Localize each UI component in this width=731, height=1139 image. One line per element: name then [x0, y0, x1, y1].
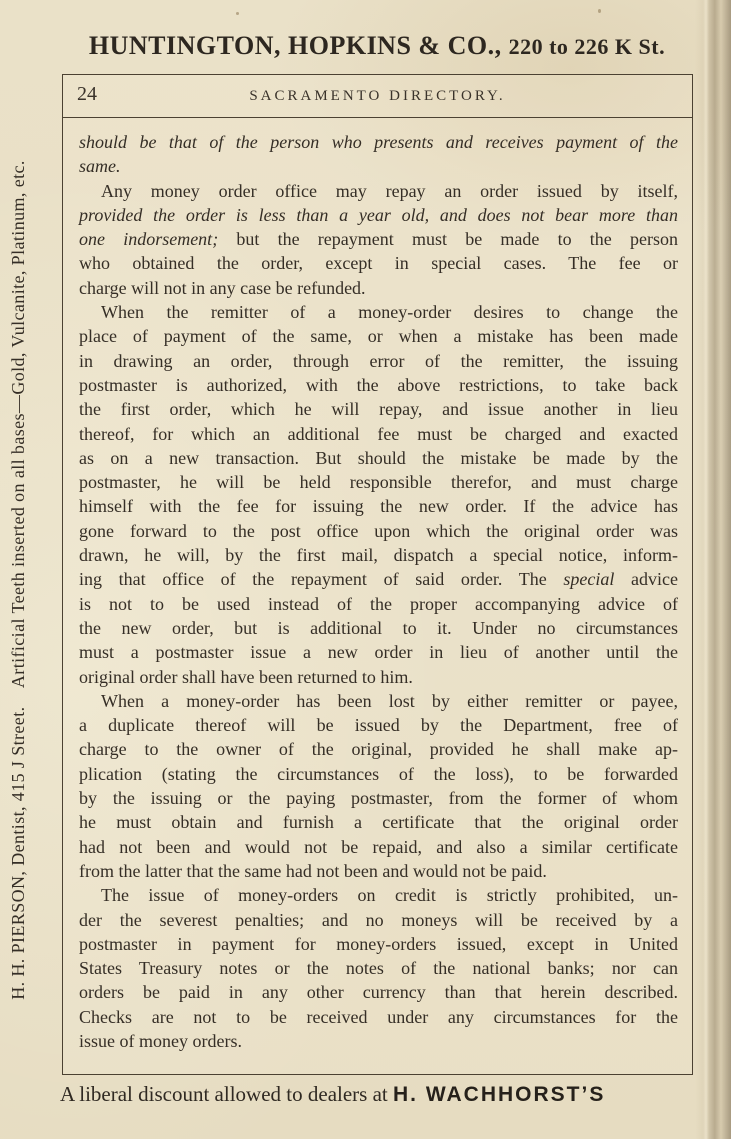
body-text-italic: provided the order is less than a year old, and does not bear more than [79, 204, 678, 225]
body-paragraph [79, 130, 678, 179]
page-edge-highlight [703, 0, 709, 1139]
body-line [79, 883, 678, 907]
body-line [79, 592, 678, 616]
body-line [79, 227, 678, 251]
body-text: must a postmaster issue a new order in lieu of another until the [79, 642, 678, 663]
body-text: in drawing an order, through error of the remitter, the issuing [79, 350, 678, 371]
page-title: SACRAMENTO DIRECTORY. [249, 88, 506, 104]
top-ad-address: 220 to 226 K St. [508, 34, 666, 59]
body-line [79, 203, 678, 227]
body-text: der the severest penalties; and no moneys will be received by a [79, 909, 678, 930]
body-line [79, 470, 678, 494]
body-line [79, 640, 678, 664]
body-text: thereof, for which an additional fee must be charged and exacted [79, 423, 678, 444]
body-text: charge will not in any case be refunded. [79, 277, 366, 298]
body-line [79, 835, 678, 859]
side-ad-vertical [8, 86, 34, 1074]
bottom-ad-dealer-name: H. WACHHORST’S [393, 1083, 606, 1106]
body-line [79, 762, 678, 786]
body-line [79, 665, 678, 689]
page-edge-shadow [695, 0, 731, 1139]
body-line [79, 810, 678, 834]
body-line [79, 1005, 678, 1029]
body-line [79, 494, 678, 518]
body-text: postmaster, he will be held responsible therefor, and must charge [79, 472, 678, 493]
body-line [79, 373, 678, 397]
paper-speck [236, 12, 239, 15]
body-line [79, 908, 678, 932]
body-line [79, 859, 678, 883]
body-text: the first order, which he will repay, and issue another in lieu [79, 399, 678, 420]
bottom-ad-text: A liberal discount allowed to dealers at [60, 1082, 393, 1106]
body-line [79, 616, 678, 640]
page-frame [62, 74, 693, 1075]
body-text: who obtained the order, except in special cases. The fee or [79, 253, 678, 274]
body-line [79, 1029, 678, 1053]
body-line [79, 689, 678, 713]
body-line [79, 956, 678, 980]
body-text: Checks are not to be received under any circumstances for the [79, 1006, 678, 1027]
side-ad-text: H. H. PIERSON, Dentist, 415 J Street. Artificial Teeth inserted on all bases—Gold, Vulcanite, Platinum, etc. [8, 160, 28, 1000]
body-text: place of payment of the same, or when a mistake has been made [79, 326, 678, 347]
body-text: advice [614, 569, 679, 590]
body-line [79, 446, 678, 470]
body-text: When a money-order has been lost by either remitter or payee, [101, 690, 678, 711]
body-line [79, 130, 678, 154]
body-line [79, 567, 678, 591]
body-text-italic: one indorsement; [79, 229, 219, 250]
body-line [79, 543, 678, 567]
body-line [79, 713, 678, 737]
body-text: When the remitter of a money-order desires to change the [101, 302, 678, 323]
body-text: gone forward to the post office upon which the original order was [79, 520, 678, 541]
body-text: plication (stating the circumstances of the loss), to be forwarded [79, 763, 678, 784]
body-text: as on a new transaction. But should the mistake be made by the [79, 447, 678, 468]
body-line [79, 786, 678, 810]
body-text: is not to be used instead of the proper accompanying advice of [79, 593, 678, 614]
body-paragraph [79, 883, 678, 1053]
body-line [79, 154, 678, 178]
body-text: but the repayment must be made to the person [218, 229, 678, 250]
page-header [63, 75, 692, 118]
body-line [79, 300, 678, 324]
body-text: a duplicate thereof will be issued by the Department, free of [79, 715, 678, 736]
body-line [79, 397, 678, 421]
body-text: had not been and would not be repaid, and also a similar certificate [79, 836, 678, 857]
body-paragraph [79, 300, 678, 689]
page-number: 24 [77, 83, 97, 105]
body-text: drawn, he will, by the first mail, dispatch a special notice, inform- [79, 545, 678, 566]
body-line [79, 932, 678, 956]
body-text-italic: special [563, 569, 615, 590]
body-text: issue of money orders. [79, 1030, 242, 1051]
top-ad-banner [56, 31, 698, 61]
body-text: orders be paid in any other currency than that herein described. [79, 982, 678, 1003]
body-line [79, 349, 678, 373]
page-body [63, 118, 692, 1053]
body-line [79, 276, 678, 300]
body-text: postmaster in payment for money-orders issued, except in United [79, 933, 678, 954]
body-text: ing that office of the repayment of said order. The [79, 569, 564, 590]
body-line [79, 422, 678, 446]
body-paragraph [79, 689, 678, 883]
body-paragraph [79, 179, 678, 300]
body-line [79, 251, 678, 275]
body-line [79, 980, 678, 1004]
top-ad-company: HUNTINGTON, HOPKINS & CO., [88, 31, 502, 60]
body-line [79, 324, 678, 348]
body-text: he must obtain and furnish a certificate that the original order [79, 812, 678, 833]
body-line [79, 519, 678, 543]
bottom-ad-banner [60, 1082, 704, 1107]
body-text: The issue of money-orders on credit is strictly prohibited, un- [101, 885, 678, 906]
body-text: the new order, but is additional to it. Under no circumstances [79, 617, 678, 638]
body-text: original order shall have been returned to him. [79, 666, 413, 687]
body-text: charge to the owner of the original, provided he shall make ap- [79, 739, 678, 760]
body-text: Any money order office may repay an order issued by itself, [101, 180, 678, 201]
body-text-italic: should be that of the person who presents and receives payment of the [79, 132, 678, 152]
body-text: from the latter that the same had not been and would not be paid. [79, 860, 547, 881]
body-text: States Treasury notes or the notes of the national banks; nor can [79, 958, 678, 979]
body-text: by the issuing or the paying postmaster, from the former of whom [79, 788, 678, 809]
body-line [79, 737, 678, 761]
paper-speck [598, 9, 601, 13]
body-text-italic: same. [79, 156, 121, 177]
body-line [79, 179, 678, 203]
body-text: himself with the fee for issuing the new order. If the advice has [79, 496, 678, 517]
body-text: postmaster is authorized, with the above restrictions, to take back [79, 374, 678, 395]
